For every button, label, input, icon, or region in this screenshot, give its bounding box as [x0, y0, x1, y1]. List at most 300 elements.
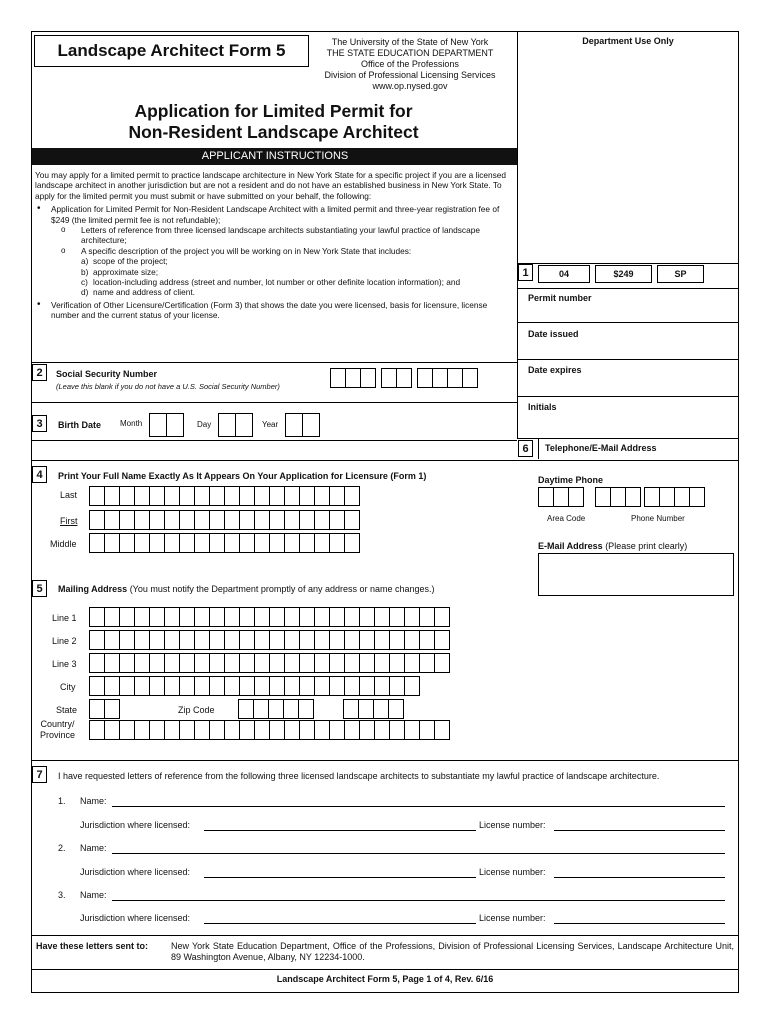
- char-box[interactable]: [404, 720, 420, 740]
- birth-year-box[interactable]: [302, 413, 320, 437]
- phone-digit-box[interactable]: [674, 487, 690, 507]
- char-box[interactable]: [373, 699, 389, 719]
- char-box[interactable]: [434, 653, 450, 673]
- birth-year-box[interactable]: [285, 413, 303, 437]
- reference-2-license-input[interactable]: [554, 877, 725, 878]
- char-box[interactable]: [419, 653, 435, 673]
- char-box[interactable]: [329, 533, 345, 553]
- char-box[interactable]: [224, 676, 240, 696]
- date-expires-label: Date expires: [528, 365, 582, 375]
- divider: [517, 263, 739, 264]
- send-to-address: New York State Education Department, Office of the Professions, Division of Professional Licensing Services, Landscape Architecture Unit, 89 Washington Avenue, Albany, NY 12234-1000.: [171, 941, 734, 962]
- char-box[interactable]: [284, 630, 300, 650]
- char-box[interactable]: [149, 630, 165, 650]
- char-box[interactable]: [164, 510, 180, 530]
- char-box[interactable]: [164, 720, 180, 740]
- ssn-digit-box[interactable]: [462, 368, 478, 388]
- char-box[interactable]: [119, 510, 135, 530]
- divider: [517, 396, 739, 397]
- char-box[interactable]: [164, 676, 180, 696]
- char-box[interactable]: [404, 630, 420, 650]
- char-box[interactable]: [89, 533, 105, 553]
- divider: [538, 438, 539, 459]
- char-box[interactable]: [89, 676, 105, 696]
- char-box[interactable]: [314, 510, 330, 530]
- char-box[interactable]: [149, 510, 165, 530]
- char-box[interactable]: [329, 607, 345, 627]
- instruction-subitem: o A specific description of the project you will be working on in New York State that includes:: [35, 246, 515, 256]
- zip-code-label: Zip Code: [178, 705, 215, 715]
- char-box[interactable]: [164, 607, 180, 627]
- zip-extension-input[interactable]: [343, 699, 403, 719]
- application-title-line: Non-Resident Landscape Architect: [128, 122, 419, 142]
- char-box[interactable]: [314, 486, 330, 506]
- ssn-note: (Leave this blank if you do not have a U.S. Social Security Number): [56, 382, 280, 391]
- divider: [517, 288, 739, 289]
- char-box[interactable]: [239, 720, 255, 740]
- char-box[interactable]: [194, 510, 210, 530]
- char-box[interactable]: [389, 653, 405, 673]
- email-input[interactable]: [538, 553, 734, 596]
- char-box[interactable]: [149, 676, 165, 696]
- char-box[interactable]: [164, 630, 180, 650]
- char-box[interactable]: [104, 699, 120, 719]
- char-box[interactable]: [149, 486, 165, 506]
- day-label: Day: [197, 420, 212, 429]
- char-box[interactable]: [284, 676, 300, 696]
- reference-3-name-input[interactable]: [112, 900, 725, 901]
- char-box[interactable]: [194, 630, 210, 650]
- char-box[interactable]: [299, 607, 315, 627]
- char-box[interactable]: [253, 699, 269, 719]
- reference-3-jurisdiction-input[interactable]: [204, 923, 476, 924]
- instruction-letter-item: b) approximate size;: [81, 266, 159, 277]
- char-box[interactable]: [238, 699, 254, 719]
- char-box[interactable]: [194, 533, 210, 553]
- code-box: 04: [538, 265, 590, 283]
- char-box[interactable]: [119, 607, 135, 627]
- char-box[interactable]: [388, 699, 404, 719]
- char-box[interactable]: [209, 630, 225, 650]
- char-box[interactable]: [89, 607, 105, 627]
- char-box[interactable]: [89, 699, 105, 719]
- char-box[interactable]: [374, 630, 390, 650]
- char-box[interactable]: [209, 720, 225, 740]
- divider: [31, 760, 739, 761]
- char-box[interactable]: [299, 486, 315, 506]
- last-name-label: Last: [60, 490, 78, 500]
- char-box[interactable]: [314, 607, 330, 627]
- ssn-input[interactable]: [330, 368, 477, 388]
- instructions-text: [35, 170, 515, 321]
- char-box[interactable]: [299, 630, 315, 650]
- char-box[interactable]: [134, 720, 150, 740]
- char-box[interactable]: [104, 486, 120, 506]
- char-box[interactable]: [329, 510, 345, 530]
- city-input[interactable]: [89, 676, 419, 696]
- char-box[interactable]: [314, 676, 330, 696]
- char-box[interactable]: [119, 630, 135, 650]
- instruction-bullet: • Verification of Other Licensure/Certification (Form 3) that shows the date you were licensed, basis for licensure, license number and the current status of your license.: [35, 300, 515, 321]
- char-box[interactable]: [314, 630, 330, 650]
- phone-digit-box[interactable]: [689, 487, 705, 507]
- section-2-number: 2: [32, 364, 47, 381]
- char-box[interactable]: [224, 653, 240, 673]
- address-line3-input[interactable]: [89, 653, 449, 673]
- char-box[interactable]: [239, 607, 255, 627]
- char-box[interactable]: [224, 630, 240, 650]
- char-box[interactable]: [329, 630, 345, 650]
- char-box[interactable]: [284, 607, 300, 627]
- ssn-digit-box[interactable]: [330, 368, 346, 388]
- char-box[interactable]: [404, 607, 420, 627]
- char-box[interactable]: [269, 486, 285, 506]
- char-box[interactable]: [344, 607, 360, 627]
- reference-1-name-input[interactable]: [112, 806, 725, 807]
- char-box[interactable]: [254, 486, 270, 506]
- state-label: State: [56, 705, 78, 715]
- char-box[interactable]: [359, 653, 375, 673]
- address-line1-label: Line 1: [52, 613, 77, 623]
- middle-name-label: Middle: [50, 539, 77, 549]
- state-input[interactable]: [89, 699, 119, 719]
- ssn-digit-box[interactable]: [381, 368, 397, 388]
- birth-year-input[interactable]: [285, 413, 319, 437]
- char-box[interactable]: [299, 676, 315, 696]
- char-box[interactable]: [254, 533, 270, 553]
- char-box[interactable]: [104, 533, 120, 553]
- char-box[interactable]: [104, 676, 120, 696]
- char-box[interactable]: [149, 653, 165, 673]
- reference-3-license-input[interactable]: [554, 923, 725, 924]
- char-box[interactable]: [239, 486, 255, 506]
- char-box[interactable]: [299, 533, 315, 553]
- section-5-number: 5: [32, 580, 47, 597]
- country-input[interactable]: [89, 720, 449, 740]
- char-box[interactable]: [209, 533, 225, 553]
- reference-number: 1.: [58, 796, 66, 806]
- divider: [31, 362, 517, 363]
- ssn-digit-box[interactable]: [396, 368, 412, 388]
- char-box[interactable]: [209, 676, 225, 696]
- char-box[interactable]: [329, 720, 345, 740]
- char-box[interactable]: [119, 486, 135, 506]
- address-line2-label: Line 2: [52, 636, 77, 646]
- instruction-letter-item: d) name and address of client.: [81, 287, 195, 298]
- reference-1-jurisdiction-input[interactable]: [204, 830, 476, 831]
- char-box[interactable]: [269, 676, 285, 696]
- char-box[interactable]: [284, 720, 300, 740]
- reference-2-name-input[interactable]: [112, 853, 725, 854]
- daytime-phone-label: Daytime Phone: [538, 475, 604, 485]
- char-box[interactable]: [179, 653, 195, 673]
- jurisdiction-label: Jurisdiction where licensed:: [80, 867, 191, 877]
- permit-number-label: Permit number: [528, 293, 592, 303]
- char-box[interactable]: [359, 607, 375, 627]
- char-box[interactable]: [254, 607, 270, 627]
- reference-2-jurisdiction-input[interactable]: [204, 877, 476, 878]
- instruction-bullet: • Application for Limited Permit for Non-Resident Landscape Architect with a limited permit and three-year registration fee of $249 (the limited permit fee is not refundable);: [35, 204, 515, 225]
- birth-month-box[interactable]: [166, 413, 184, 437]
- char-box[interactable]: [329, 676, 345, 696]
- divider: [517, 438, 739, 439]
- char-box[interactable]: [254, 653, 270, 673]
- instructions-banner: APPLICANT INSTRUCTIONS: [32, 148, 518, 165]
- char-box[interactable]: [224, 720, 240, 740]
- section-6-title: Telephone/E-Mail Address: [545, 443, 657, 453]
- char-box[interactable]: [179, 533, 195, 553]
- char-box[interactable]: [209, 607, 225, 627]
- char-box[interactable]: [359, 630, 375, 650]
- form-title: Landscape Architect Form 5: [34, 35, 309, 67]
- birth-day-box[interactable]: [218, 413, 236, 437]
- reference-1-license-input[interactable]: [554, 830, 725, 831]
- char-box[interactable]: [389, 607, 405, 627]
- char-box[interactable]: [314, 720, 330, 740]
- char-box[interactable]: [269, 510, 285, 530]
- divider: [31, 969, 739, 970]
- char-box[interactable]: [239, 653, 255, 673]
- char-box[interactable]: [194, 607, 210, 627]
- char-box[interactable]: [284, 653, 300, 673]
- char-box[interactable]: [314, 533, 330, 553]
- char-box[interactable]: [134, 510, 150, 530]
- char-box[interactable]: [104, 510, 120, 530]
- ssn-digit-box[interactable]: [417, 368, 433, 388]
- char-box[interactable]: [404, 676, 420, 696]
- char-box[interactable]: [179, 720, 195, 740]
- department-use-heading: Department Use Only: [582, 36, 674, 46]
- char-box[interactable]: [299, 720, 315, 740]
- char-box[interactable]: [268, 699, 284, 719]
- char-box[interactable]: [89, 486, 105, 506]
- ssn-digit-box[interactable]: [432, 368, 448, 388]
- char-box[interactable]: [104, 653, 120, 673]
- char-box[interactable]: [134, 653, 150, 673]
- char-box[interactable]: [284, 510, 300, 530]
- reference-name-label: Name:: [80, 796, 107, 806]
- char-box[interactable]: [434, 720, 450, 740]
- char-box[interactable]: [224, 486, 240, 506]
- char-box[interactable]: [389, 676, 405, 696]
- char-box[interactable]: [254, 676, 270, 696]
- char-box[interactable]: [119, 720, 135, 740]
- birth-date-title: Birth Date: [58, 420, 102, 430]
- zip-code-input[interactable]: [238, 699, 313, 719]
- char-box[interactable]: [224, 533, 240, 553]
- char-box[interactable]: [194, 676, 210, 696]
- char-box[interactable]: [149, 720, 165, 740]
- char-box[interactable]: [344, 653, 360, 673]
- ssn-digit-box[interactable]: [345, 368, 361, 388]
- char-box[interactable]: [239, 510, 255, 530]
- char-box[interactable]: [374, 653, 390, 673]
- char-box[interactable]: [104, 720, 120, 740]
- date-issued-label: Date issued: [528, 329, 579, 339]
- initials-label: Initials: [528, 402, 557, 412]
- char-box[interactable]: [119, 533, 135, 553]
- agency-line: Office of the Professions: [361, 59, 459, 69]
- char-box[interactable]: [149, 607, 165, 627]
- reference-number: 3.: [58, 890, 66, 900]
- address-line1-input[interactable]: [89, 607, 449, 627]
- char-box[interactable]: [419, 720, 435, 740]
- char-box[interactable]: [359, 720, 375, 740]
- phone-digit-box[interactable]: [644, 487, 660, 507]
- char-box[interactable]: [434, 607, 450, 627]
- char-box[interactable]: [419, 607, 435, 627]
- char-box[interactable]: [179, 510, 195, 530]
- char-box[interactable]: [134, 676, 150, 696]
- char-box[interactable]: [299, 510, 315, 530]
- agency-url[interactable]: www.op.nysed.gov: [372, 81, 448, 91]
- char-box[interactable]: [284, 533, 300, 553]
- char-box[interactable]: [239, 630, 255, 650]
- char-box[interactable]: [419, 630, 435, 650]
- char-box[interactable]: [389, 630, 405, 650]
- char-box[interactable]: [239, 533, 255, 553]
- email-label: E-Mail Address (Please print clearly): [538, 541, 688, 551]
- ssn-digit-box[interactable]: [447, 368, 463, 388]
- char-box[interactable]: [269, 607, 285, 627]
- char-box[interactable]: [194, 720, 210, 740]
- char-box[interactable]: [374, 607, 390, 627]
- application-title: [30, 101, 517, 143]
- country-label: Country/ Province: [40, 719, 76, 740]
- char-box[interactable]: [104, 607, 120, 627]
- char-box[interactable]: [269, 533, 285, 553]
- char-box[interactable]: [314, 653, 330, 673]
- char-box[interactable]: [344, 533, 360, 553]
- address-title: Mailing Address (You must notify the Department promptly of any address or name changes.): [58, 584, 435, 594]
- instruction-letter-item: a) scope of the project;: [81, 256, 168, 267]
- char-box[interactable]: [164, 533, 180, 553]
- last-name-input[interactable]: [89, 486, 359, 506]
- char-box[interactable]: [209, 653, 225, 673]
- ssn-title: Social Security Number: [56, 369, 158, 379]
- char-box[interactable]: [134, 486, 150, 506]
- char-box[interactable]: [269, 630, 285, 650]
- char-box[interactable]: [89, 510, 105, 530]
- char-box[interactable]: [209, 510, 225, 530]
- char-box[interactable]: [164, 653, 180, 673]
- char-box[interactable]: [344, 510, 360, 530]
- char-box[interactable]: [299, 653, 315, 673]
- char-box[interactable]: [224, 607, 240, 627]
- char-box[interactable]: [134, 533, 150, 553]
- phone-digit-box[interactable]: [610, 487, 626, 507]
- char-box[interactable]: [358, 699, 374, 719]
- divider: [31, 935, 739, 936]
- char-box[interactable]: [194, 486, 210, 506]
- first-name-label: First: [60, 516, 78, 526]
- phone-input[interactable]: [538, 487, 704, 507]
- phone-number-label: Phone Number: [631, 514, 685, 523]
- char-box[interactable]: [298, 699, 314, 719]
- char-box[interactable]: [179, 630, 195, 650]
- char-box[interactable]: [389, 720, 405, 740]
- phone-digit-box[interactable]: [568, 487, 584, 507]
- char-box[interactable]: [329, 653, 345, 673]
- instruction-subitem: o Letters of reference from three licensed landscape architects substantiating your lawful practice of landscape architecture;: [35, 225, 515, 246]
- char-box[interactable]: [119, 676, 135, 696]
- divider: [31, 402, 517, 403]
- char-box[interactable]: [269, 653, 285, 673]
- birth-day-input[interactable]: [218, 413, 252, 437]
- char-box[interactable]: [283, 699, 299, 719]
- char-box[interactable]: [434, 630, 450, 650]
- middle-name-input[interactable]: [89, 533, 359, 553]
- first-name-input[interactable]: [89, 510, 359, 530]
- birth-day-box[interactable]: [235, 413, 253, 437]
- char-box[interactable]: [344, 720, 360, 740]
- divider: [31, 460, 739, 461]
- char-box[interactable]: [179, 486, 195, 506]
- char-box[interactable]: [209, 486, 225, 506]
- birth-month-box[interactable]: [149, 413, 167, 437]
- month-label: Month: [120, 419, 143, 428]
- char-box[interactable]: [374, 676, 390, 696]
- char-box[interactable]: [359, 676, 375, 696]
- char-box[interactable]: [164, 486, 180, 506]
- phone-digit-box[interactable]: [659, 487, 675, 507]
- char-box[interactable]: [194, 653, 210, 673]
- ssn-digit-box[interactable]: [360, 368, 376, 388]
- char-box[interactable]: [344, 630, 360, 650]
- birth-month-input[interactable]: [149, 413, 183, 437]
- agency-line: Division of Professional Licensing Services: [324, 70, 496, 80]
- char-box[interactable]: [134, 630, 150, 650]
- char-box[interactable]: [89, 653, 105, 673]
- name-title: Print Your Full Name Exactly As It Appears On Your Application for Licensure (Form 1): [58, 471, 427, 481]
- char-box[interactable]: [254, 630, 270, 650]
- fee-box: $249: [595, 265, 652, 283]
- phone-digit-box[interactable]: [538, 487, 554, 507]
- phone-digit-box[interactable]: [595, 487, 611, 507]
- char-box[interactable]: [179, 607, 195, 627]
- char-box[interactable]: [224, 510, 240, 530]
- char-box[interactable]: [329, 486, 345, 506]
- char-box[interactable]: [149, 533, 165, 553]
- char-box[interactable]: [269, 720, 285, 740]
- char-box[interactable]: [89, 720, 105, 740]
- char-box[interactable]: [344, 486, 360, 506]
- phone-digit-box[interactable]: [625, 487, 641, 507]
- type-box: SP: [657, 265, 704, 283]
- section-7-number: 7: [32, 766, 47, 783]
- reference-name-label: Name:: [80, 843, 107, 853]
- char-box[interactable]: [344, 676, 360, 696]
- char-box[interactable]: [239, 676, 255, 696]
- char-box[interactable]: [89, 630, 105, 650]
- section-1-number: 1: [518, 264, 533, 281]
- address-line2-input[interactable]: [89, 630, 449, 650]
- char-box[interactable]: [179, 676, 195, 696]
- char-box[interactable]: [119, 653, 135, 673]
- char-box[interactable]: [254, 510, 270, 530]
- char-box[interactable]: [104, 630, 120, 650]
- char-box[interactable]: [404, 653, 420, 673]
- char-box[interactable]: [254, 720, 270, 740]
- char-box[interactable]: [134, 607, 150, 627]
- phone-digit-box[interactable]: [553, 487, 569, 507]
- char-box[interactable]: [343, 699, 359, 719]
- char-box[interactable]: [284, 486, 300, 506]
- city-label: City: [60, 682, 76, 692]
- section-4-number: 4: [32, 466, 47, 483]
- year-label: Year: [262, 420, 279, 429]
- char-box[interactable]: [374, 720, 390, 740]
